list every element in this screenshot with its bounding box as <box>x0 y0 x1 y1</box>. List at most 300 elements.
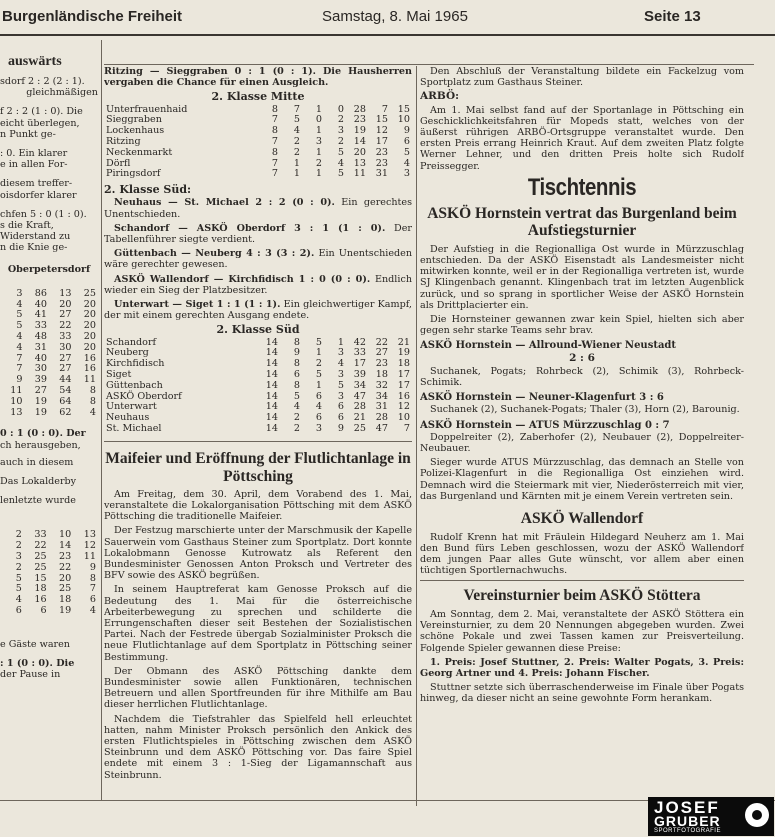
table-cell: 7 <box>271 136 278 147</box>
text-line: : 0. Ein klarer <box>0 148 68 160</box>
table-cell: 23 <box>59 551 72 563</box>
text-line: lenletzte wurde <box>0 495 76 507</box>
table-cell: 25 <box>34 561 47 573</box>
table-cell: 14 <box>265 401 278 413</box>
text-line: chfen 5 : 0 (1 : 0). <box>0 208 87 220</box>
team-name: Piringsdorf <box>106 168 161 180</box>
table-cell: 16 <box>397 390 410 402</box>
article-title-maifeier: Maifeier und Eröffnung der Flutlichtanlage in Pöttsching <box>105 449 411 485</box>
masthead <box>0 0 775 36</box>
table-cell: 4 <box>315 401 322 413</box>
table-cell: 10 <box>397 114 410 126</box>
table-cell: 5 <box>293 114 300 126</box>
table-cell: 15 <box>397 103 410 115</box>
text-line: e Gäste waren <box>0 638 70 650</box>
table-cell: 20 <box>59 572 72 584</box>
column-rule <box>101 40 102 800</box>
issue-date: Samstag, 8. Mai 1965 <box>322 8 468 25</box>
match-result: ASKÖ Hornstein — ATUS Mürzzuschlag 0 : 7 <box>420 419 670 431</box>
table-cell: 1 <box>315 379 322 391</box>
table-row <box>104 169 412 180</box>
text-line: Das Lokalderby <box>0 476 77 488</box>
text-line: n Punkt ge- <box>0 128 56 140</box>
match-report <box>104 274 412 296</box>
article-paragraph: Am Sonntag, dem 2. Mai, veranstaltete der ASKÖ Stöttera ein Vereinsturnier, zu dem 20 Nennungen abgegeben wurden. Zwei schöne Pokale und zwei Tassen kamen zur Preisverteilung. Folgende Spieler gewannen diese Preise: <box>420 608 744 654</box>
table-cell: 8 <box>271 103 278 115</box>
table-cell: 20 <box>83 298 96 310</box>
match-report <box>104 223 412 245</box>
match-details: Suchanek (2), Suchanek-Pogats; Thaler (3), Horn (2), Barounig. <box>430 404 740 416</box>
table-title-klasse-sued: 2. Klasse Süd <box>216 323 300 337</box>
table-cell: 19 <box>59 605 72 616</box>
table-title-klasse-mitte: 2. Klasse Mitte <box>211 90 305 104</box>
table-cell: 2 <box>293 412 300 424</box>
table-cell: 47 <box>375 423 388 434</box>
team-name: Neckenmarkt <box>106 146 173 158</box>
table-cell: 4 <box>16 331 23 343</box>
table-cell: 14 <box>265 358 278 370</box>
article-paragraph: Die Hornsteiner gewannen zwar kein Spiel, hielten sich aber gegen sehr starke Teams sehr brav. <box>420 314 744 337</box>
table-cell: 3 <box>16 287 23 299</box>
table-cell: 8 <box>89 572 96 584</box>
match-result: ASKÖ Hornstein — Allround-Wiener Neustadt <box>420 340 677 352</box>
table-cell: 5 <box>315 369 322 381</box>
table-cell: 1 <box>315 168 322 180</box>
match-details: Doppelreiter (2), Zaberhofer (2), Neubauer (2), Doppelreiter-Neubauer. <box>420 431 744 455</box>
table-cell: 8 <box>293 336 300 348</box>
table-cell: 4 <box>337 358 344 370</box>
text-line: ch herausgeben, <box>0 439 81 451</box>
text-line: auch in diesem <box>0 456 74 468</box>
table-cell: 8 <box>293 379 300 391</box>
article-paragraph: Der Obmann des ASKÖ Pöttsching dankte dem Bundesminister sowie allen Funktionären, technischen Betreuern und allen Sportfreunden für ihre Mithilfe am Bau dieser herrlichen Flutlichtanlage. <box>104 665 412 711</box>
match-report <box>104 299 412 321</box>
column-right <box>420 66 744 806</box>
table-cell: 2 <box>315 157 322 169</box>
standings-table-fragment <box>0 530 98 616</box>
table-cell: 3 <box>403 168 410 180</box>
table-cell: 64 <box>59 395 72 407</box>
match-comment: Endlich wieder ein Sieg der Platzbesitzer. <box>104 273 412 296</box>
table-cell: 13 <box>353 157 366 169</box>
table-cell: 62 <box>59 406 72 418</box>
match-result: ASKÖ Hornstein — Neuner-Klagenfurt 3 : 6 <box>420 392 664 404</box>
table-cell: 11 <box>83 551 96 563</box>
text-line: f 2 : 2 (1 : 0). Die <box>0 106 83 118</box>
table-cell: 2 <box>337 136 344 147</box>
table-cell: 20 <box>83 341 96 353</box>
table-cell: 27 <box>59 352 72 364</box>
table-cell: 12 <box>83 540 96 552</box>
table-cell: 16 <box>83 352 96 364</box>
text-line: sdorf 2 : 2 (2 : 1). <box>0 76 85 87</box>
table-cell: 31 <box>34 341 47 353</box>
table-cell: 5 <box>16 309 23 321</box>
table-cell: 2 <box>15 540 22 552</box>
table-cell: 6 <box>315 390 322 402</box>
table-cell: 2 <box>315 358 322 370</box>
match-comment: Ein gerechtes Unentschieden. <box>104 197 412 220</box>
table-row <box>0 584 98 595</box>
table-cell: 3 <box>337 369 344 381</box>
table-cell: 2 <box>293 136 300 147</box>
table-cell: 7 <box>381 103 388 115</box>
standings-table-fragment <box>0 289 98 419</box>
table-cell: 21 <box>397 336 410 348</box>
table-cell: 4 <box>89 605 96 616</box>
table-cell: 14 <box>265 390 278 402</box>
match-result: ASKÖ Wallendorf — Kirchfidisch 1 : 0 (0 : 0). <box>114 273 371 285</box>
article-title-stoettera: Vereinsturnier beim ASKÖ Stöttera <box>463 587 701 605</box>
table-cell: 23 <box>353 114 366 126</box>
table-cell: 4 <box>337 157 344 169</box>
table-cell: 5 <box>337 146 344 158</box>
table-cell: 6 <box>293 369 300 381</box>
table-cell: 11 <box>10 385 23 397</box>
column-left-cropped <box>0 40 98 800</box>
table-cell: 19 <box>353 125 366 137</box>
table-cell: 32 <box>375 379 388 391</box>
table-cell: 0 <box>337 103 344 115</box>
table-cell: 3 <box>315 423 322 434</box>
text-line: eicht überlegen, <box>0 117 80 129</box>
table-row <box>0 343 98 354</box>
article-title-hornstein: ASKÖ Hornstein vertrat das Burgenland beim Aufstiegsturnier <box>427 204 737 240</box>
table-cell: 33 <box>59 331 72 343</box>
table-cell: 27 <box>375 347 388 359</box>
heading-klasse-sued: 2. Klasse Süd: <box>104 183 192 197</box>
article-paragraph: Der Festzug marschierte unter der Marschmusik der Kapelle Sauerwein vom Gasthaus Steiner zum Sportplatz. Dort konnte Lokalobmann Genosse Kutrowatz als Referent den Bundesminister Genossen Anton Proksch und Vertreter des BFV sowie des ASKÖ begrüßen. <box>104 525 412 582</box>
match-result: Neuhaus — St. Michael 2 : 2 (0 : 0). <box>114 197 335 209</box>
prize-list: 1. Preis: Josef Stuttner, 2. Preis: Walter Pogats, 3. Preis: Georg Artner und 4. Preis: Johann Fischer. <box>420 656 744 679</box>
table-cell: 2 <box>293 423 300 434</box>
match-comment: Ein gleichwertiger Kampf, der mit einem gerechten Ausgang endete. <box>104 299 412 322</box>
table-cell: 14 <box>59 540 72 552</box>
table-cell: 1 <box>293 168 300 180</box>
match-score: 2 : 6 <box>569 351 595 364</box>
table-cell: 6 <box>315 412 322 424</box>
table-cell: 1 <box>315 347 322 359</box>
table-cell: 20 <box>353 146 366 158</box>
table-cell: 25 <box>353 423 366 434</box>
table-cell: 25 <box>59 583 72 595</box>
table-cell: 33 <box>34 320 47 332</box>
article-paragraph: Am Freitag, dem 30. April, dem Vorabend des 1. Mai, veranstaltete die Lokalorganisation Pöttsching mit dem ASKÖ Pöttsching die traditionelle Maifeier. <box>104 488 412 523</box>
team-name: Neuberg <box>106 347 149 359</box>
table-cell: 25 <box>83 287 96 299</box>
table-cell: 19 <box>34 395 47 407</box>
table-cell: 17 <box>397 379 410 391</box>
table-cell: 18 <box>34 583 47 595</box>
table-cell: 16 <box>83 363 96 375</box>
table-cell: 44 <box>59 374 72 386</box>
logo-text-line: JOSEF <box>654 798 720 817</box>
table-cell: 6 <box>403 136 410 147</box>
table-cell: 27 <box>34 385 47 397</box>
table-cell: 41 <box>34 309 47 321</box>
text-line: oisdorfer klarer <box>0 189 77 201</box>
team-name: Sieggraben <box>106 114 162 126</box>
table-cell: 2 <box>15 561 22 573</box>
article-paragraph: Der Aufstieg in die Regionalliga Ost wurde in Mürzzuschlag entschieden. Da der ASKÖ Eisenstadt als Landesmeister nicht mitwirken konnte, weil er in der Regionalliga vertreten ist, wurde SJ Klingenbach genannt. Klingenbach trat im letzten Augenblick zurück, und so sprang in sportlicher Weise der ASKÖ Hornstein als Drittplacierter ein. <box>420 243 744 311</box>
article-paragraph: Nachdem die Tiefstrahler das Spielfeld hell erleuchtet hatten, nahm Minister Proksch persönlich den Ankick des ersten Flutlichtspieles in Pöttsching zwischen dem ASKÖ Steinbrunn und dem ASKÖ Pöttsching vor. Das faire Spiel endete mit einem 3 : 1-Sieg der Ligamannschaft aus Steinbrunn. <box>104 713 412 781</box>
table-cell: 23 <box>375 146 388 158</box>
table-cell: 11 <box>353 168 366 180</box>
section-heading-auswaerts: auswärts <box>8 54 62 69</box>
table-cell: 6 <box>337 401 344 413</box>
table-cell: 22 <box>375 336 388 348</box>
table-cell: 31 <box>375 168 388 180</box>
table-cell: 30 <box>34 363 47 375</box>
text-line: gleichmäßigen <box>26 87 98 99</box>
article-title-wallendorf: ASKÖ Wallendorf <box>520 510 644 528</box>
table-cell: 1 <box>315 103 322 115</box>
table-cell: 5 <box>15 583 22 595</box>
team-name: Neuhaus <box>106 412 150 424</box>
table-row <box>0 563 98 574</box>
table-cell: 7 <box>293 103 300 115</box>
table-row <box>0 397 98 408</box>
match-result: Güttenbach — Neuberg 4 : 3 (3 : 2). <box>114 248 315 260</box>
text-line: : 1 (0 : 0). Die <box>0 658 75 669</box>
page-number: Seite 13 <box>644 8 701 25</box>
table-cell: 18 <box>59 594 72 606</box>
team-name: Schandorf <box>106 336 157 348</box>
table-cell: 14 <box>353 136 366 147</box>
text-line: 0 : 1 (0 : 0). Der <box>0 428 86 440</box>
table-cell: 7 <box>89 583 96 595</box>
table-cell: 47 <box>353 390 366 402</box>
text-line: e in allen For- <box>0 159 68 171</box>
table-cell: 4 <box>293 401 300 413</box>
section-rule <box>104 64 754 65</box>
table-cell: 9 <box>337 423 344 434</box>
table-cell: 0 <box>315 114 322 126</box>
table-cell: 17 <box>353 358 366 370</box>
match-result: Unterwart — Siget 1 : 1 (1 : 1). <box>114 299 281 311</box>
table-cell: 31 <box>375 401 388 413</box>
team-name: Unterwart <box>106 401 157 413</box>
table-cell: 20 <box>83 309 96 321</box>
table-cell: 34 <box>353 379 366 391</box>
result-ritzing: Ritzing — Sieggraben 0 : 1 (0 : 1). Die Hausherren vergaben die Chance für einen Ausgleich. <box>104 66 412 89</box>
table-cell: 8 <box>89 385 96 397</box>
left-col-lines <box>0 76 98 275</box>
match-details: Suchanek, Pogats; Rohrbeck (2), Schimik (3), Rohrbeck-Schimik. <box>420 365 744 389</box>
table-cell: 1 <box>315 125 322 137</box>
table-cell: 25 <box>34 551 47 563</box>
table-cell: 86 <box>34 287 47 299</box>
table-heading-oberpetersdorf: Oberpetersdorf <box>7 263 91 275</box>
table-cell: 19 <box>397 347 410 359</box>
article-paragraph: Sieger wurde ATUS Mürzzuschlag, das demnach an Stelle von Polizei-Klagenfurt in die Regionalliga Ost einziehen wird. Demnach wird die Steiermark mit vier, Niederösterreich mit vier, das Burgenland und Kärnten mit je einem Verein vertreten sein. <box>420 457 744 502</box>
table-cell: 1 <box>293 157 300 169</box>
table-cell: 6 <box>337 412 344 424</box>
table-cell: 18 <box>375 369 388 381</box>
table-cell: 14 <box>265 412 278 424</box>
table-cell: 17 <box>375 136 388 147</box>
table-cell: 4 <box>15 594 22 606</box>
table-cell: 12 <box>397 401 410 413</box>
team-name: ASKÖ Oberdorf <box>106 390 182 402</box>
article-paragraph: In seinem Hauptreferat kam Genosse Proksch auf die Bedeutung des 1. Mai für die österreichische Arbeiterbewegung zu sprechen und schilderte die Errungenschaften dieser seit Bestehen der Sozialistischen Partei. Nach der Festrede übergab Sozialminister Proksch die neue Flutlichtanlage auf dem Sportplatz in Pöttsching seiner Bestimmung. <box>104 584 412 663</box>
table-cell: 5 <box>315 336 322 348</box>
table-cell: 40 <box>34 298 47 310</box>
table-cell: 2 <box>293 146 300 158</box>
table-cell: 12 <box>375 125 388 137</box>
team-name: Kirchfidisch <box>106 358 165 370</box>
table-cell: 5 <box>337 168 344 180</box>
table-cell: 15 <box>375 114 388 126</box>
table-cell: 4 <box>16 341 23 353</box>
table-cell: 7 <box>271 168 278 180</box>
table-cell: 20 <box>59 298 72 310</box>
table-cell: 7 <box>16 363 23 375</box>
standings-table-klasse-mitte <box>104 105 412 181</box>
table-cell: 22 <box>59 320 72 332</box>
table-cell: 5 <box>403 146 410 158</box>
match-report <box>104 248 412 270</box>
table-cell: 9 <box>293 347 300 359</box>
table-cell: 2 <box>337 114 344 126</box>
table-cell: 20 <box>83 320 96 332</box>
team-name: Ritzing <box>106 136 141 147</box>
match-comment: Ein Unentschieden wäre gerechter gewesen. <box>104 248 412 271</box>
table-cell: 15 <box>34 572 47 584</box>
logo-text-line: SPORTFOTOGRAFIE <box>654 828 721 834</box>
table-row <box>0 574 98 585</box>
table-cell: 3 <box>337 125 344 137</box>
table-row <box>0 552 98 563</box>
photographer-logo <box>648 797 774 836</box>
text-line: der Pause in <box>0 669 61 681</box>
article-paragraph: Rudolf Krenn hat mit Fräulein Hildegard Neuherz am 1. Mai den Bund fürs Leben geschlossen, wozu der ASKÖ Wallendorf dem jungen Paar alles Gute wünscht, vor allem aber einen tüchtigen Sportlernachwuchs. <box>420 531 744 577</box>
table-cell: 13 <box>59 287 72 299</box>
article-paragraph: Den Abschluß der Veranstaltung bildete ein Fackelzug vom Sportplatz zum Gasthaus Steiner. <box>420 66 744 89</box>
team-name: Unterfrauenhaid <box>106 103 188 115</box>
match-report <box>104 197 412 219</box>
table-cell: 14 <box>265 423 278 434</box>
table-cell: 10 <box>59 529 72 541</box>
team-name: St. Michael <box>106 423 162 434</box>
text-line: Widerstand zu <box>0 231 71 243</box>
article-paragraph: Stuttner setzte sich überraschenderweise im Finale über Pogats hinweg, da dieser nicht an seine gewohnte Form herankam. <box>420 682 744 705</box>
table-cell: 34 <box>375 390 388 402</box>
table-cell: 5 <box>15 572 22 584</box>
table-row <box>104 381 412 392</box>
table-row <box>104 148 412 159</box>
table-cell: 22 <box>59 561 72 573</box>
column-middle <box>104 66 412 806</box>
table-cell: 5 <box>16 320 23 332</box>
text-line: n die Knie ge- <box>0 242 68 254</box>
table-row <box>0 408 98 419</box>
table-cell: 23 <box>375 157 388 169</box>
table-cell: 5 <box>293 390 300 402</box>
table-cell: 3 <box>315 136 322 147</box>
table-cell: 14 <box>265 379 278 391</box>
table-cell: 3 <box>15 551 22 563</box>
table-cell: 5 <box>337 379 344 391</box>
table-cell: 7 <box>16 352 23 364</box>
table-cell: 28 <box>375 412 388 424</box>
article-paragraph: Am 1. Mai selbst fand auf der Sportanlage in Pöttsching ein Geschicklichkeitsfahren für Mopeds statt, welches von der äußerst rührigen ARBÖ-Ortsgruppe veranstaltet wurde. Den ersten Preis errang Heinrich Kraut. Auf dem zweiten Platz folgte Werner Lehner, und den dritten Preis holte sich Rudolf Preissegger. <box>420 104 744 172</box>
table-row <box>104 424 412 435</box>
table-cell: 13 <box>83 529 96 541</box>
table-cell: 9 <box>403 125 410 137</box>
text-line: s die Kraft, <box>0 220 54 232</box>
table-row <box>0 595 98 606</box>
team-name: Siget <box>106 369 132 381</box>
table-cell: 6 <box>89 594 96 606</box>
table-cell: 39 <box>34 374 47 386</box>
table-row <box>0 606 98 617</box>
table-cell: 9 <box>89 561 96 573</box>
table-cell: 22 <box>34 540 47 552</box>
table-cell: 7 <box>271 114 278 126</box>
table-cell: 33 <box>34 529 47 541</box>
table-cell: 8 <box>271 146 278 158</box>
table-cell: 23 <box>375 358 388 370</box>
table-cell: 28 <box>353 103 366 115</box>
team-name: Güttenbach <box>106 379 163 391</box>
table-cell: 11 <box>83 374 96 386</box>
table-cell: 27 <box>59 363 72 375</box>
table-cell: 30 <box>59 341 72 353</box>
table-cell: 18 <box>397 358 410 370</box>
table-cell: 8 <box>89 395 96 407</box>
table-cell: 14 <box>265 336 278 348</box>
table-cell: 16 <box>34 594 47 606</box>
table-cell: 4 <box>403 157 410 169</box>
table-cell: 27 <box>59 309 72 321</box>
camera-aperture-icon <box>745 803 769 827</box>
table-cell: 40 <box>34 352 47 364</box>
table-cell: 6 <box>15 605 22 616</box>
table-cell: 2 <box>15 529 22 541</box>
team-name: Dörfl <box>106 157 131 169</box>
table-cell: 4 <box>16 298 23 310</box>
table-cell: 8 <box>271 125 278 137</box>
table-cell: 3 <box>337 390 344 402</box>
table-cell: 14 <box>265 347 278 359</box>
standings-table-klasse-sued <box>104 338 412 435</box>
table-cell: 14 <box>265 369 278 381</box>
table-cell: 28 <box>353 401 366 413</box>
table-cell: 54 <box>59 385 72 397</box>
table-cell: 17 <box>397 369 410 381</box>
text-line: diesem treffer- <box>0 178 73 190</box>
table-cell: 10 <box>397 412 410 424</box>
match-result: Schandorf — ASKÖ Oberdorf 3 : 1 (1 : 0). <box>114 222 386 234</box>
table-cell: 42 <box>353 336 366 348</box>
newspaper-name: Burgenländische Freiheit <box>2 8 183 25</box>
table-cell: 4 <box>293 125 300 137</box>
table-cell: 7 <box>271 157 278 169</box>
table-cell: 33 <box>353 347 366 359</box>
table-cell: 8 <box>293 358 300 370</box>
heading-arboe: ARBÖ: <box>420 90 459 103</box>
table-cell: 10 <box>10 395 23 407</box>
table-cell: 13 <box>10 406 23 418</box>
table-cell: 3 <box>337 347 344 359</box>
table-cell: 1 <box>337 336 344 348</box>
logo-text-line: GRUBER <box>654 813 721 829</box>
table-cell: 19 <box>34 406 47 418</box>
table-cell: 1 <box>315 146 322 158</box>
table-cell: 7 <box>403 423 410 434</box>
table-cell: 6 <box>40 605 47 616</box>
